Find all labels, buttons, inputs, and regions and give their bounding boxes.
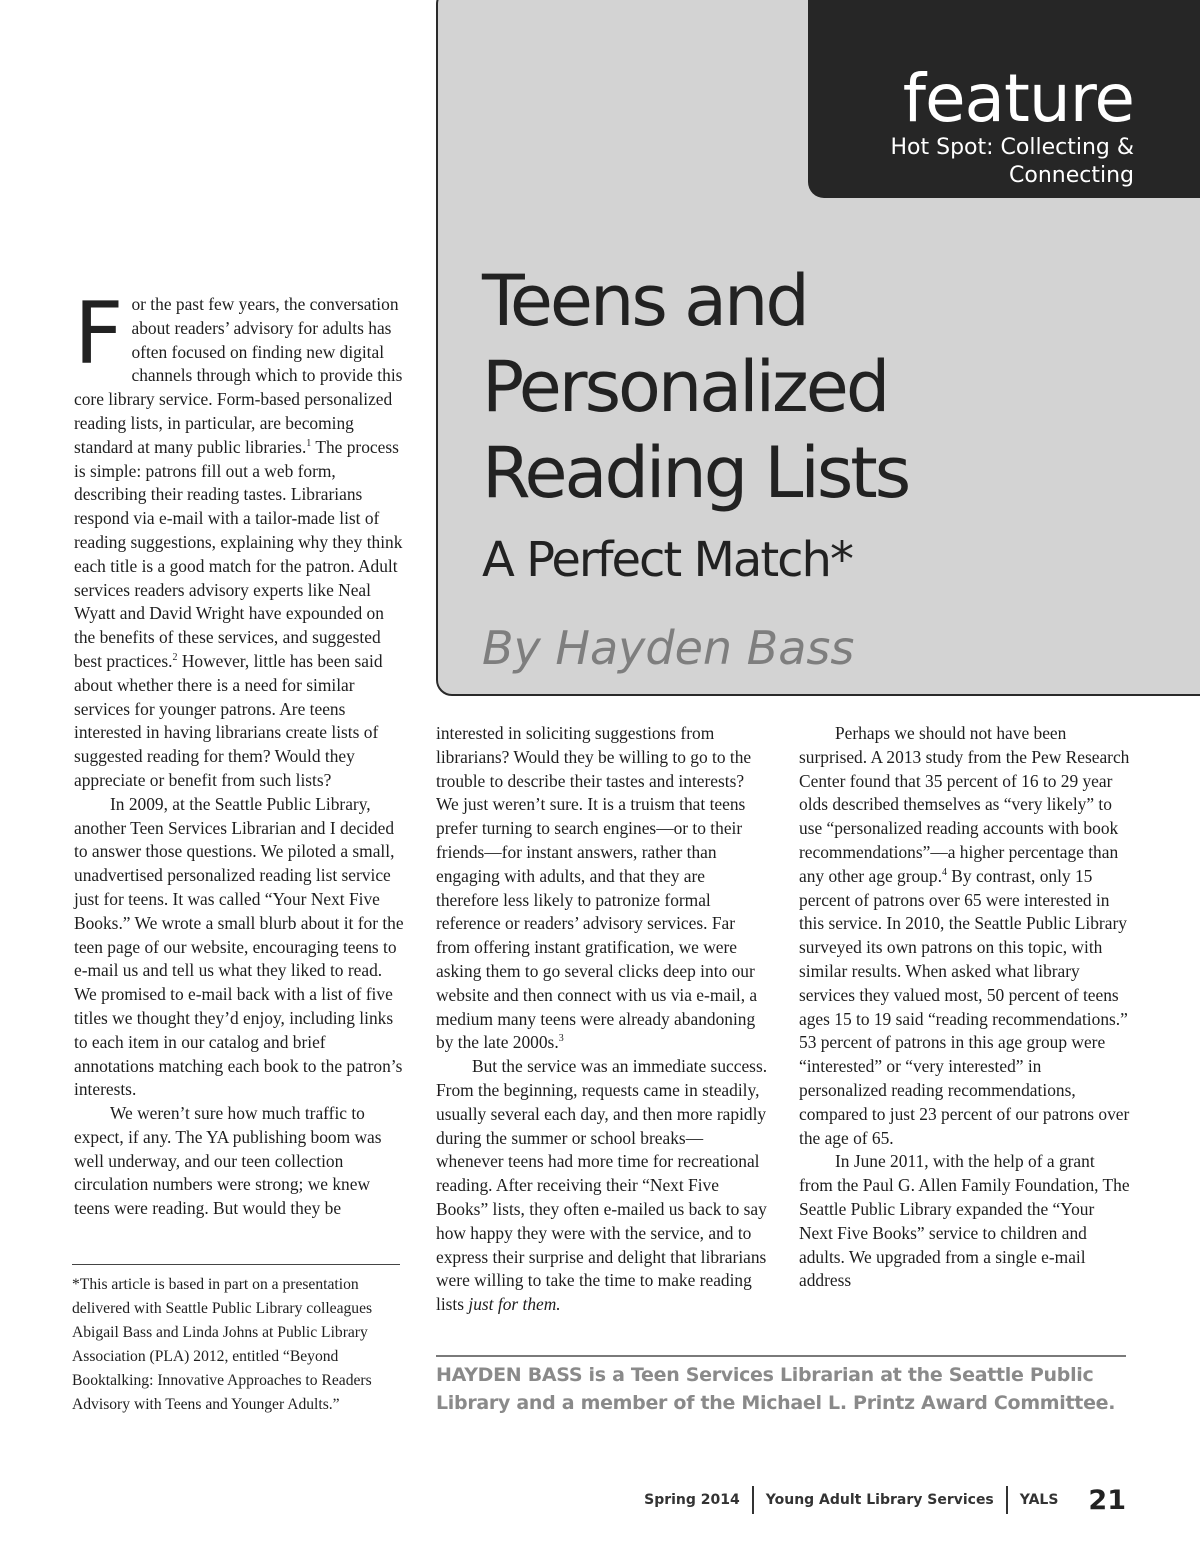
paragraph xyxy=(799,722,1131,1150)
paragraph-text: However, little has been said about whether there is a need for similar services for younger patrons. Are teens interested in having librarians create lists of suggested reading for them? Would they appreciate or benefit from such lists? xyxy=(74,650,383,790)
article-subtitle: A Perfect Match* xyxy=(482,532,852,588)
subsection-line-2: Connecting xyxy=(1009,163,1134,188)
author-bio: HAYDEN BASS is a Teen Services Librarian at the Seattle Public Library and a member of the Michael L. Printz Award Committee. xyxy=(436,1355,1126,1417)
issue-label: Spring 2014 xyxy=(644,1492,740,1508)
page-footer xyxy=(644,1480,1126,1520)
endnote-ref: 1 xyxy=(306,437,312,449)
subsection-line-1: Hot Spot: Collecting & xyxy=(890,135,1134,160)
journal-name: Young Adult Library Services xyxy=(765,1492,994,1508)
footer-divider xyxy=(752,1486,754,1514)
paragraph xyxy=(74,284,406,793)
paragraph-text: By contrast, only 15 percent of patrons over 65 were interested in this service. In 2010, the Seattle Public Library surveyed its own patrons on this topic, with similar results. When asked what library services they valued most, 50 percent of teens ages 15 to 19 said “reading recommendations.” 53 percent of patrons in this age group were “interested” or “very interested” in personalized reading recommendations, compared to just 23 percent of our patrons over the age of 65. xyxy=(799,865,1130,1148)
section-label: feature xyxy=(902,60,1134,137)
paragraph-text: interested in soliciting suggestions from librarians? Would they be willing to go to the trouble to describe their tastes and interests? We just weren’t sure. It is a truism that teens prefer turning to search engines—or to their friends—for instant answers, rather than engaging with adults, and that they are therefore less likely to patronize formal reference or readers’ advisory services. Far from offering instant gratification, we were asking them to go several clicks deep into our website and then connect with us via e-mail, a medium many teens were already abandoning by the late 2000s. xyxy=(436,723,758,1053)
drop-cap: F xyxy=(74,284,124,384)
paragraph-text: Perhaps we should not have been surprised. A 2013 study from the Pew Research Center found that 35 percent of 16 to 29 year olds described themselves as “very likely” to use “personalized reading accounts with book recommendations”—a higher percentage than any other age group. xyxy=(799,723,1130,886)
footer-divider xyxy=(1006,1486,1008,1514)
page-number: 21 xyxy=(1088,1484,1126,1516)
paragraph: We weren’t sure how much traffic to expect, if any. The YA publishing boom was well underway, and our teen collection circulation numbers were strong; we knew teens were reading. But would they be xyxy=(74,1103,382,1219)
emphasis: just for them. xyxy=(468,1294,561,1315)
endnote-ref: 4 xyxy=(941,866,947,878)
paragraph: In 2009, at the Seattle Public Library, another Teen Services Librarian and I decided to answer those questions. We piloted a small, unadvertised personalized reading list service just for teens. It was called “Your Next Five Books.” We wrote a small blurb about it for the teen page of our website, encouraging teens to e-mail us and tell us what they liked to read. We promised to e-mail back with a list of five titles we thought they’d enjoy, including links to each item in our catalog and brief annotations matching each book to the patron’s interests. xyxy=(74,793,404,1100)
paragraph: In June 2011, with the help of a grant from the Paul G. Allen Family Foundation, The Seattle Public Library expanded the “Your Next Five Books” service to children and adults. We upgraded from a single e-mail address xyxy=(799,1151,1130,1291)
article-title xyxy=(482,258,908,516)
body-column-3 xyxy=(799,722,1131,1293)
article-byline: By Hayden Bass xyxy=(482,621,855,675)
journal-abbrev: YALS xyxy=(1019,1492,1059,1508)
section-tab xyxy=(808,0,1200,198)
article-title-line-2: Personalized xyxy=(482,346,888,428)
paragraph-text: But the service was an immediate success. From the beginning, requests came in steadily, usually several each day, and then more rapidly during the summer or school breaks—whenever teens had more time for recreational reading. After receiving their “Next Five Books” lists, they often e-mailed us back to say how happy they were with the service, and to express their surprise and delight that librarians were willing to take the time to make reading lists xyxy=(436,1056,768,1315)
paragraph xyxy=(436,722,768,1055)
endnote-ref: 3 xyxy=(558,1033,564,1045)
article-title-line-3: Reading Lists xyxy=(482,432,909,514)
footnote: *This article is based in part on a presentation delivered with Seattle Public Library colleagues Abigail Bass and Linda Johns at Public Library Association (PLA) 2012, entitled “Beyond Booktalking: Innovative Approaches to Readers Advisory with Teens and Younger Adults.” xyxy=(72,1264,400,1417)
endnote-ref: 2 xyxy=(172,652,178,664)
paragraph-text: The process is simple: patrons fill out a web form, describing their reading tastes. Librarians respond via e-mail with a tailor-made list of reading suggestions, explaining why they think each title is a good match for the patron. Adult services readers advisory experts like Neal Wyatt and David Wright have expounded on the benefits of these services, and suggested best practices. xyxy=(74,436,403,671)
paragraph-text: or the past few years, the conversation about readers’ advisory for adults has often focused on finding new digital channels through which to provide this core library service. Form-based personalized reading lists, in particular, are becoming standard at many public libraries. xyxy=(74,294,403,457)
article-title-line-1: Teens and xyxy=(482,260,807,342)
subsection-label xyxy=(808,134,1134,190)
paragraph xyxy=(436,1055,768,1317)
body-column-2 xyxy=(436,722,768,1317)
body-column-1 xyxy=(74,284,406,1221)
